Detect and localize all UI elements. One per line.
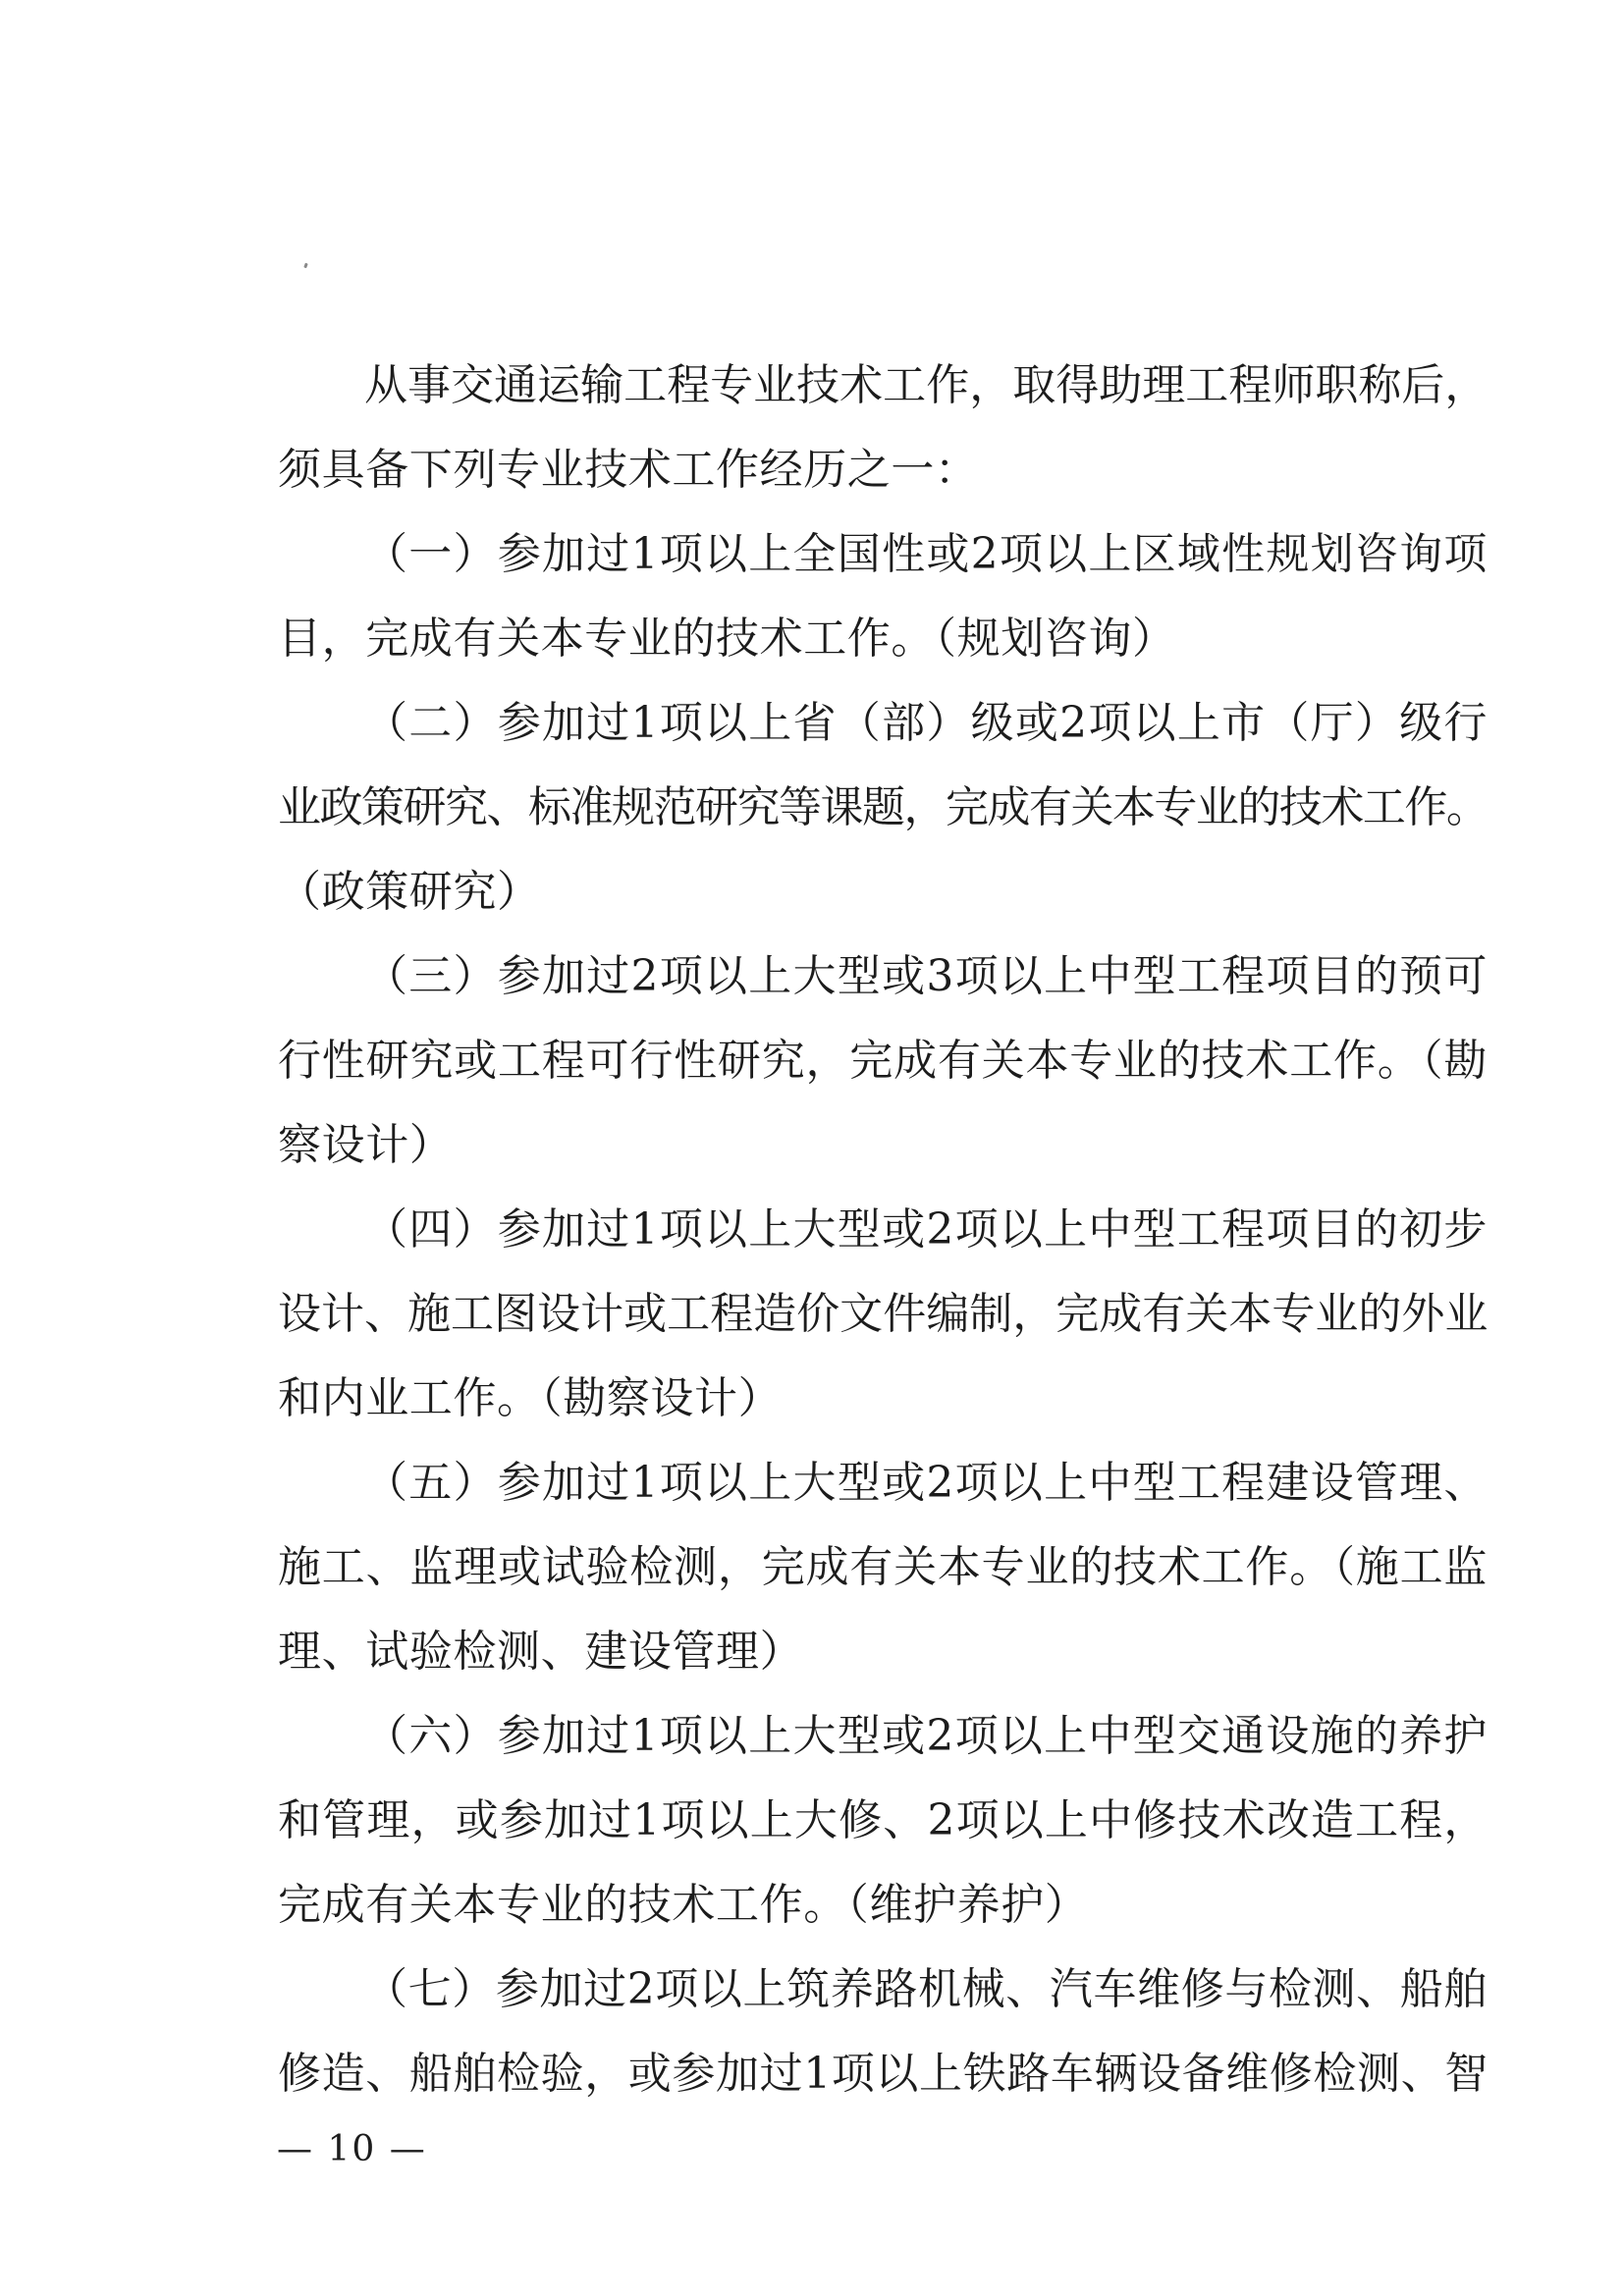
- item-5-line-1: （五）参加过1项以上大型或2项以上中型工程建设管理、: [364, 1458, 1488, 1508]
- scan-speck: [303, 263, 308, 269]
- item-6-line-1: （六）参加过1项以上大型或2项以上中型交通设施的养护: [364, 1711, 1488, 1761]
- paragraph-intro-line-1: 从事交通运输工程专业技术工作，取得助理工程师职称后，: [364, 360, 1488, 410]
- item-2-line-2: 业政策研究、标准规范研究等课题，完成有关本专业的技术工作。: [278, 782, 1488, 832]
- item-1-line-2: 目，完成有关本专业的技术工作。（规划咨询）: [278, 614, 1176, 664]
- item-3-line-1: （三）参加过2项以上大型或3项以上中型工程项目的预可: [364, 951, 1488, 1001]
- item-4-line-3: 和内业工作。（勘察设计）: [278, 1373, 783, 1423]
- item-4-line-2: 设计、施工图设计或工程造价文件编制，完成有关本专业的外业: [278, 1289, 1488, 1339]
- item-3-line-3: 察设计）: [278, 1120, 454, 1170]
- page-number: — 10 —: [277, 2129, 427, 2169]
- item-5-line-3: 理、试验检测、建设管理）: [278, 1627, 804, 1677]
- item-5-line-2: 施工、监理或试验检测，完成有关本专业的技术工作。（施工监: [278, 1542, 1488, 1592]
- item-4-line-1: （四）参加过1项以上大型或2项以上中型工程项目的初步: [364, 1204, 1488, 1255]
- item-7-line-2: 修造、船舶检验，或参加过1项以上铁路车辆设备维修检测、智: [278, 2049, 1489, 2099]
- item-6-line-2: 和管理，或参加过1项以上大修、2项以上中修技术改造工程，: [278, 1795, 1488, 1845]
- item-2-line-3: （政策研究）: [278, 867, 541, 917]
- item-3-line-2: 行性研究或工程可行性研究，完成有关本专业的技术工作。（勘: [278, 1036, 1488, 1086]
- item-1-line-1: （一）参加过1项以上全国性或2项以上区域性规划咨询项: [364, 529, 1488, 579]
- item-7-line-1: （七）参加过2项以上筑养路机械、汽车维修与检测、船舶: [364, 1964, 1488, 2014]
- item-2-line-1: （二）参加过1项以上省（部）级或2项以上市（厅）级行: [364, 698, 1488, 748]
- item-6-line-3: 完成有关本专业的技术工作。（维护养护）: [278, 1880, 1089, 1930]
- paragraph-intro-line-2: 须具备下列专业技术工作经历之一：: [278, 445, 979, 495]
